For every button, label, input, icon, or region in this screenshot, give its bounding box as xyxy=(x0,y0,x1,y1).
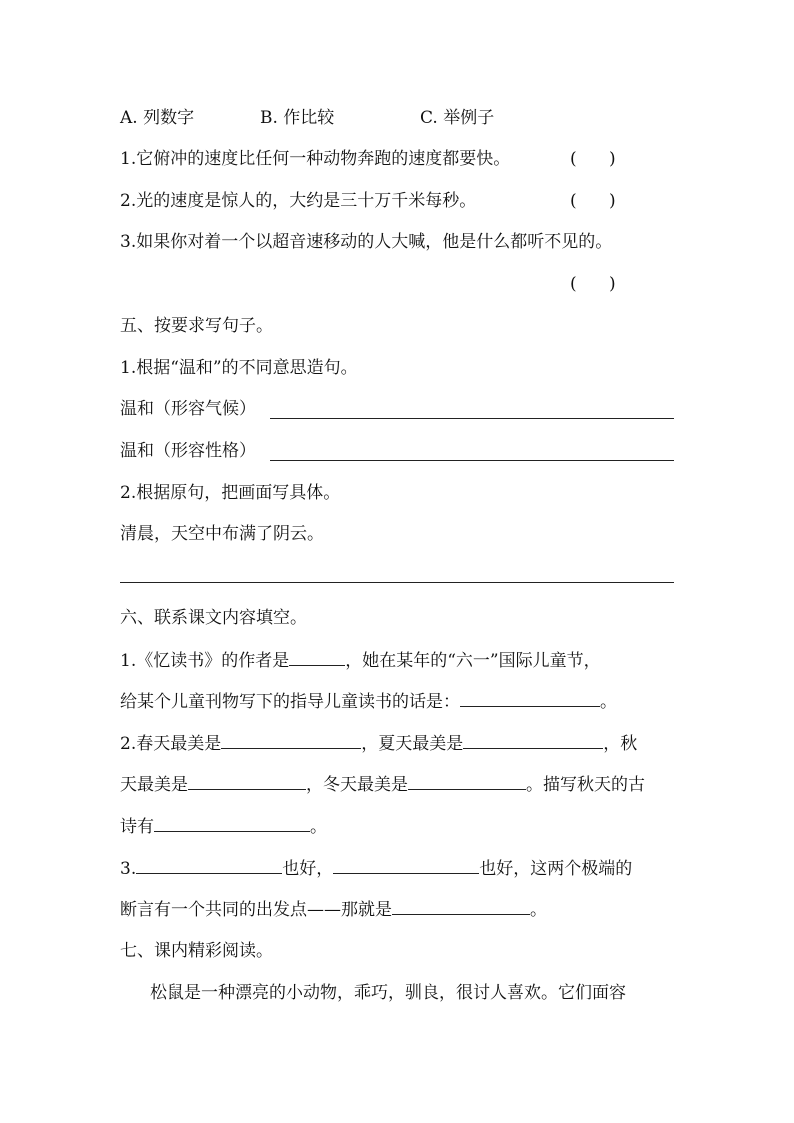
section-6-title: 六、联系课文内容填空。 xyxy=(120,608,307,628)
sec6-q2-text-c: ，秋 xyxy=(603,734,638,754)
answer-paren-2[interactable]: ( ) xyxy=(570,191,616,211)
option-c: C. 举例子 xyxy=(420,108,495,128)
q4-item-1: 1.它俯冲的速度比任何一种动物奔跑的速度都要快。 xyxy=(120,149,511,169)
option-a: A. 列数字 xyxy=(120,108,195,128)
blank-summer[interactable] xyxy=(463,731,603,749)
sec6-q1-text-c: 给某个儿童刊物写下的指导儿童读书的话是： xyxy=(120,692,460,712)
blank-assertion-1[interactable] xyxy=(136,856,282,874)
sec6-q2-text-h: 。 xyxy=(310,817,327,837)
blank-reading-advice[interactable] xyxy=(460,689,600,707)
sec6-q3-text-c: 也好，这两个极端的 xyxy=(479,859,633,879)
original-sentence: 清晨，天空中布满了阴云。 xyxy=(120,524,324,544)
blank-winter[interactable] xyxy=(408,772,526,790)
sec6-q2-text-f: 。描写秋天的古 xyxy=(526,775,645,795)
sec6-q3-text-e: 。 xyxy=(530,900,547,920)
sec6-q2-line1 xyxy=(120,731,637,756)
blank-assertion-2[interactable] xyxy=(333,856,479,874)
option-b: B. 作比较 xyxy=(260,108,335,128)
label-character: 温和（形容性格） xyxy=(120,441,256,461)
blank-autumn-poem[interactable] xyxy=(154,814,310,832)
answer-line-character[interactable] xyxy=(270,460,674,461)
answer-line-rewrite[interactable] xyxy=(120,582,674,583)
sec6-q3-text-b: 也好， xyxy=(282,859,334,879)
sec6-q3-text-d: 断言有一个共同的出发点——那就是 xyxy=(120,900,392,920)
sec6-q2-line3 xyxy=(120,814,327,839)
sec6-q1-line2 xyxy=(120,689,617,714)
section-7-title: 七、课内精彩阅读。 xyxy=(120,941,273,961)
sec6-q2-text-b: ，夏天最美是 xyxy=(361,734,464,754)
sec5-q2: 2.根据原句，把画面写具体。 xyxy=(120,483,341,503)
sec6-q3-text-a: 3. xyxy=(120,859,137,879)
reading-paragraph: 松鼠是一种漂亮的小动物，乖巧，驯良，很讨人喜欢。它们面容 xyxy=(150,983,626,1003)
sec6-q3-line1 xyxy=(120,856,632,881)
sec6-q1-text-a: 1.《忆读书》的作者是 xyxy=(120,651,290,671)
sec6-q2-line2 xyxy=(120,772,645,797)
sec6-q2-text-e: ，冬天最美是 xyxy=(306,775,408,795)
sec6-q2-text-d: 天最美是 xyxy=(120,775,188,795)
label-climate: 温和（形容气候） xyxy=(120,399,256,419)
sec6-q1-line1 xyxy=(120,648,601,673)
sec6-q2-text-g: 诗有 xyxy=(120,817,154,837)
blank-spring[interactable] xyxy=(221,731,361,749)
sec6-q2-text-a: 2.春天最美是 xyxy=(120,734,222,754)
answer-paren-1[interactable]: ( ) xyxy=(570,149,616,169)
answer-paren-3[interactable]: ( ) xyxy=(570,274,616,294)
section-5-title: 五、按要求写句子。 xyxy=(120,316,273,336)
sec6-q1-text-d: 。 xyxy=(600,692,617,712)
q4-item-3: 3.如果你对着一个以超音速移动的人大喊，他是什么都听不见的。 xyxy=(120,232,613,252)
blank-autumn[interactable] xyxy=(188,772,306,790)
sec6-q1-text-b: ，她在某年的“六一”国际儿童节， xyxy=(345,651,601,671)
sec5-q1: 1.根据“温和”的不同意思造句。 xyxy=(120,358,358,378)
blank-author[interactable] xyxy=(289,648,345,666)
options-row xyxy=(120,106,494,130)
q4-item-2: 2.光的速度是惊人的，大约是三十万千米每秒。 xyxy=(120,191,477,211)
blank-starting-point[interactable] xyxy=(392,897,530,915)
sec6-q3-line2 xyxy=(120,897,547,922)
answer-line-climate[interactable] xyxy=(270,418,674,419)
